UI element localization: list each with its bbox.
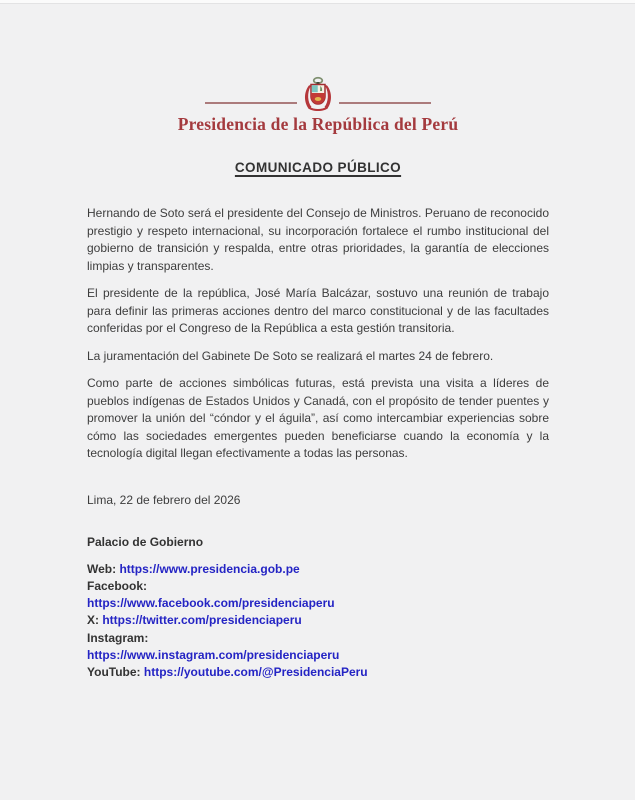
youtube-link[interactable]: https://youtube.com/@PresidenciaPeru [143,665,368,680]
link-row-web [87,561,549,578]
web-label: Web: [87,561,117,576]
header-crest-row [87,76,549,113]
link-row-facebook-label [87,578,549,595]
link-row-instagram-url [87,647,549,664]
communique-title: COMUNICADO PÚBLICO [234,160,402,175]
dateline: Lima, 22 de febrero del 2026 [87,492,241,507]
signature-palacio: Palacio de Gobierno [87,534,204,549]
link-row-youtube [87,664,549,681]
youtube-label: YouTube: [87,665,141,680]
header-rule-right [339,102,431,104]
org-name: Presidencia de la República del Perú [177,114,459,134]
paragraph-3: La juramentación del Gabinete De Soto se realizará el martes 24 de febrero. [87,348,494,363]
facebook-label: Facebook: [87,578,148,593]
peru-coat-of-arms-icon [302,76,334,113]
paragraph-2: El presidente de la república, José María Balcázar, sostuvo una reunión de trabajo para definir las primeras acciones dentro del marco constitucional y de las facultades conferidas por el Congreso de la República a esta gestión transitoria. [87,286,549,335]
paragraph-1: Hernando de Soto será el presidente del Consejo de Ministros. Peruano de reconocido prestigio y respeto internacional, su incorporación fortalece el rumbo institucional del gobierno de transición y respalda, entre otras prioridades, la garantía de elecciones limpias y transparentes. [87,206,549,273]
contact-links [87,561,549,682]
web-link[interactable]: https://www.presidencia.gob.pe [119,561,300,576]
x-label: X: [87,613,99,628]
link-row-x [87,612,549,629]
header-rule-left [205,102,297,104]
document-content [87,0,549,682]
communique-body [87,205,549,463]
x-twitter-link[interactable]: https://twitter.com/presidenciaperu [102,613,302,628]
link-row-facebook-url [87,595,549,612]
link-row-instagram-label [87,630,549,647]
paragraph-4: Como parte de acciones simbólicas futuras, está prevista una visita a líderes de pueblos indígenas de Estados Unidos y Canadá, con el propósito de tender puentes y promover la unión del “cóndor y el águila”, así como intercambiar experiencias sobre cómo las sociedades emergentes pueden beneficiarse cuando la economía y la tecnología digital llegan efectivamente a todas las personas. [87,376,549,460]
instagram-label: Instagram: [87,630,149,645]
facebook-link[interactable]: https://www.facebook.com/presidenciaperu [87,596,335,611]
instagram-link[interactable]: https://www.instagram.com/presidenciaperu [87,647,340,662]
